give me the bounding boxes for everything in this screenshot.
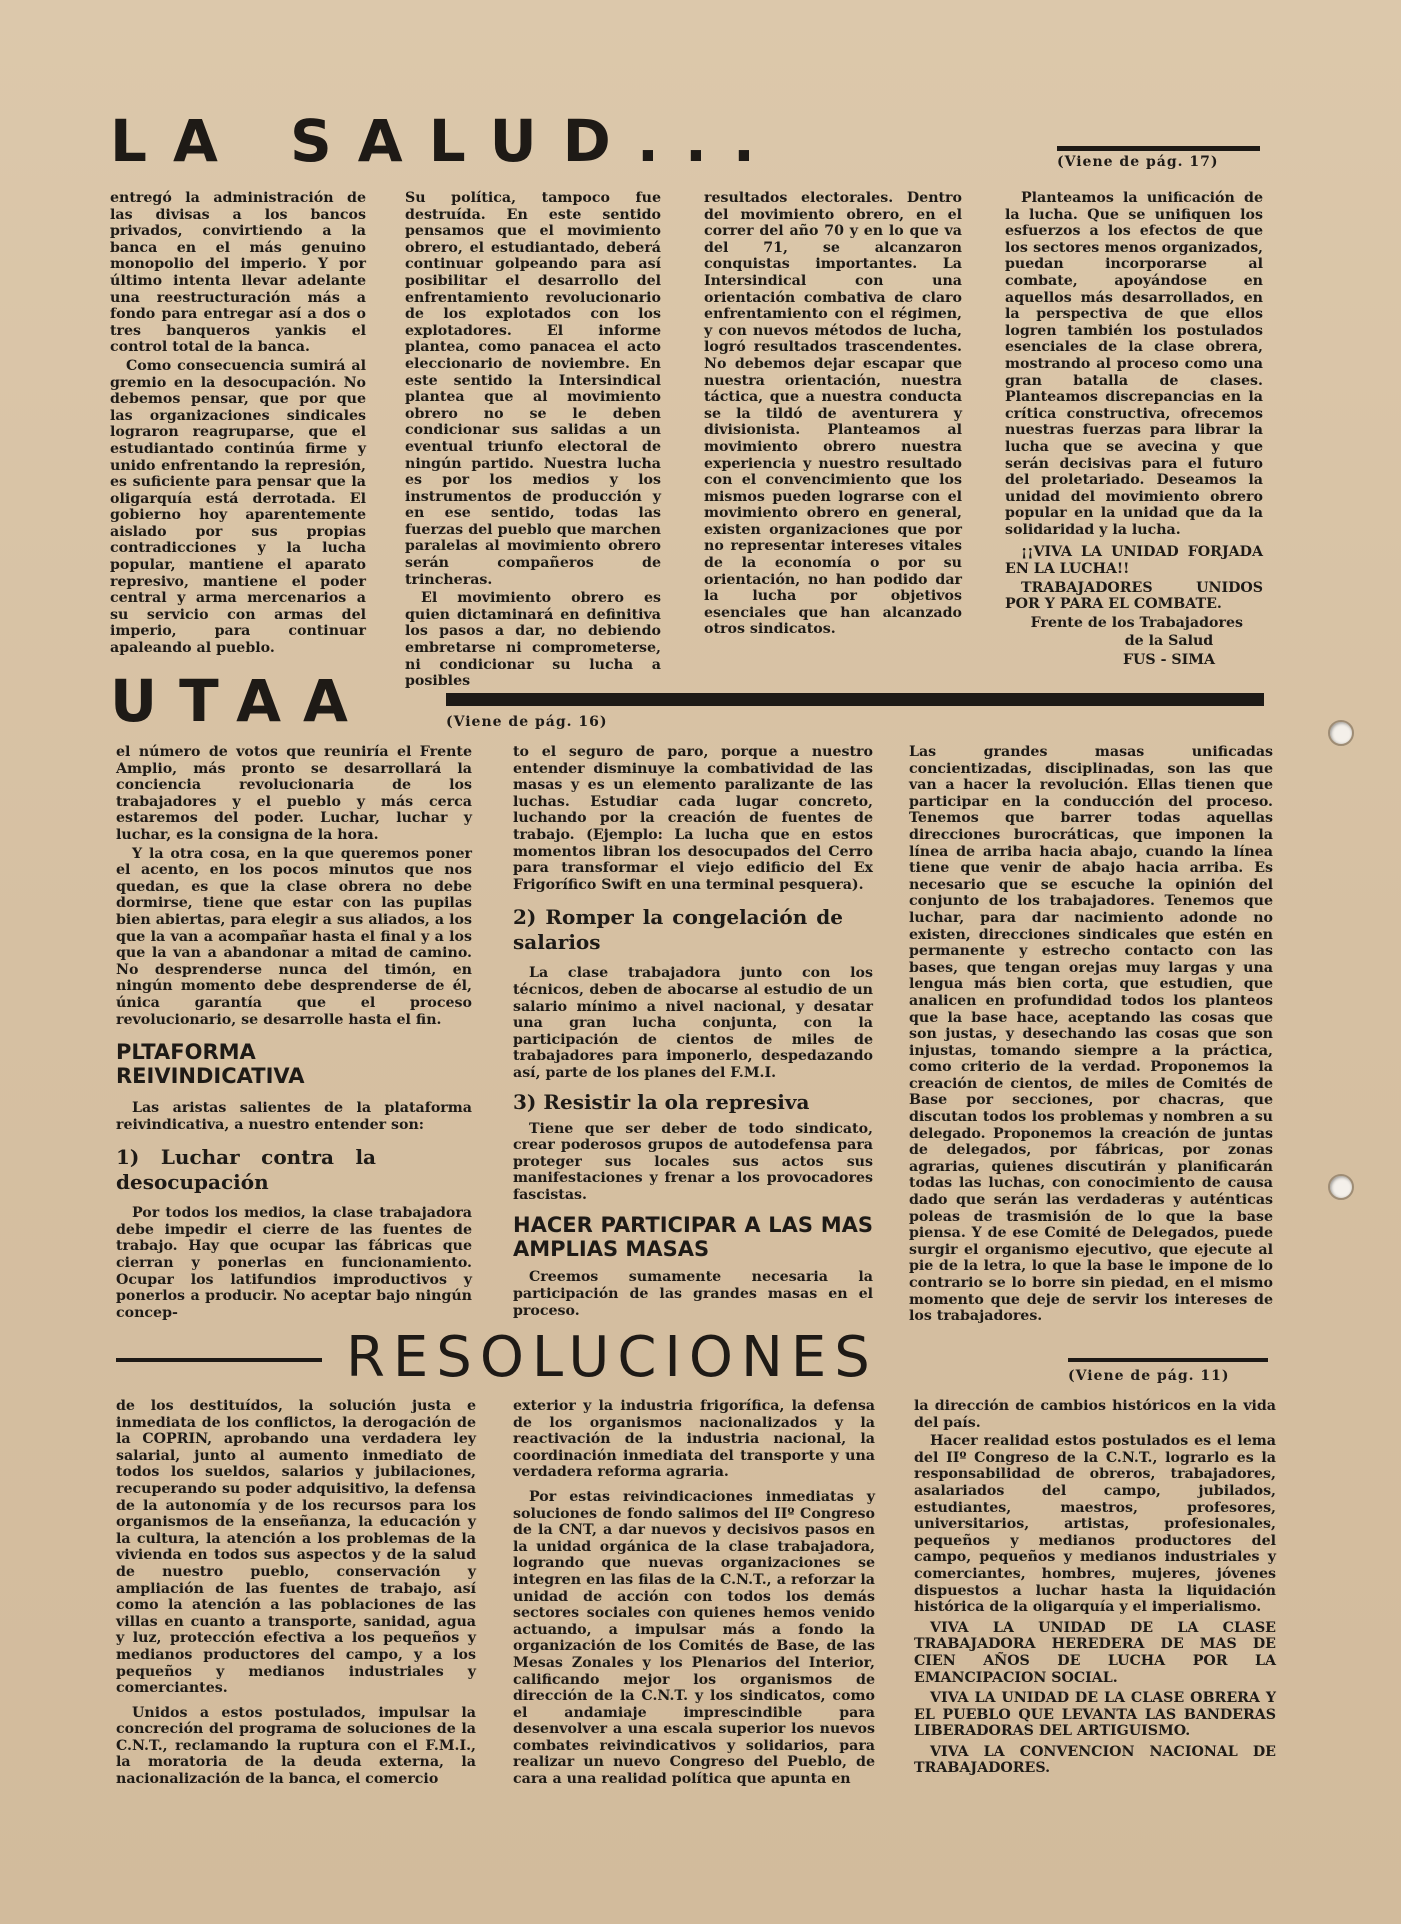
res-col-2	[513, 1398, 875, 1790]
heading-represiva: 3) Resistir la ola represiva	[513, 1089, 810, 1114]
paragraph: Como consecuencia sumirá al gremio en la desocupación. No debemos pensar, que por que las organizaciones sindicales lograron reagruparse, que el estudiantado continúa firme y unido enfrentando la represión, es suficiente para pensar que la oligarquía está derrotada. El gobierno hoy aparentemente aislado por sus propias contradicciones y la lucha popular, mantiene el aparato represivo, mantiene el poder central y arma mercenarios a su servicio con armas del imperio, para continuar apaleando al pueblo.	[110, 357, 366, 657]
salud-col-1	[110, 190, 366, 659]
slogan: TRABAJADORES UNIDOS POR Y PARA EL COMBATE.	[1005, 579, 1263, 613]
paragraph: La clase trabajadora junto con los técnicos, deben de abocarse al estudio de un salario mínimo a nivel nacional, y desatar una gran lucha conjunta, con la participación de cientos de miles de trabajadores para imponerlo, despedazando así, parte de los planes del F.M.I.	[513, 965, 873, 1081]
slogan: VIVA LA UNIDAD DE LA CLASE OBRERA Y EL PUEBLO QUE LEVANTA LAS BANDERAS LIBERADORAS DEL ARTIGUISMO.	[914, 1690, 1276, 1740]
res-col-1	[116, 1398, 476, 1790]
heading-salarios: 2) Romper la congelación de salarios	[513, 905, 843, 955]
resoluciones-viene: (Viene de pág. 11)	[1068, 1368, 1230, 1384]
res-rule-left	[116, 1358, 322, 1362]
binder-hole-top	[1328, 720, 1354, 746]
salud-rule	[1057, 146, 1260, 151]
paragraph: Creemos sumamente necesaria la participación de las grandes masas en el proceso.	[513, 1269, 873, 1319]
slogan: VIVA LA CONVENCION NACIONAL DE TRABAJADORES.	[914, 1743, 1276, 1777]
paragraph: exterior y la industria frigorífica, la defensa de los organismos nacionalizados y la reactivación de la industria nacional, la coordinación inmediata del transporte y una verdadera reforma agraria.	[513, 1398, 875, 1481]
paragraph: Su política, tampoco fue destruída. En este sentido pensamos que el movimiento obrero, el estudiantado, deberá continuar golpeando para así posibilitar el desarrollo del enfrentamiento revolucionario de los explotados con los explotadores. El informe plantea, como panacea el acto eleccionario de noviembre. En este sentido la Intersindical plantea que al movimiento obrero no se le deben condicionar sus salidas a un eventual triunfo electoral de ningún partido. Nuestra lucha es por los medios y los instrumentos de producción y en ese sentido, todas las fuerzas del pueblo que marchen paralelas al movimiento obrero serán compañeros de trincheras.	[405, 190, 661, 588]
salud-col-3	[704, 190, 962, 640]
salud-col-4	[1005, 190, 1263, 671]
paragraph: Hacer realidad estos postulados es el lema del IIº Congreso de la C.N.T., lograrlo es la responsabilidad de obreros, trabajadores, asalariados del campo, jubilados, estudiantes, maestros, profesores, universitarios, artistas, profesionales, pequeños y medianos productores del campo, pequeños y medianos industriales y comerciantes, hombres, mujeres, jóvenes dispuestos a luchar hasta la liquidación histórica de la oligarquía y el imperialismo.	[914, 1433, 1276, 1616]
heading-masas: HACER PARTICIPAR A LAS MAS AMPLIAS MASAS	[513, 1213, 873, 1262]
res-col-3	[914, 1398, 1276, 1779]
signature-line: Frente de los Trabajadores	[1030, 614, 1243, 631]
paragraph: Por todos los medios, la clase trabajadora debe impedir el cierre de las fuentes de trabajo. Hay que ocupar las fábricas que cierran y ponerlas en funcionamiento. Ocupar los latifundios improductivos y ponerlos a producir. No aceptar bajo ningún concep-	[116, 1205, 472, 1321]
utaa-rule	[446, 693, 1264, 706]
paragraph: resultados electorales. Dentro del movimiento obrero, en el correr del año 70 y en lo que va del 71, se alcanzaron conquistas importantes. La Intersindical con una orientación combativa de claro enfrentamiento con el régimen, y con nuevos métodos de lucha, logró resultados trascendentes. No debemos dejar escapar que nuestra orientación, nuestra táctica, que a nuestra conducta se la tildó de aventurera y divisionista. Planteamos al movimiento obrero nuestra experiencia y nuestro resultado con el convencimiento que los mismos pueden lograrse con el movimiento obrero en general, existen organizaciones que por no representar intereses vitales de la economía o por su orientación, no han podido dar la lucha por objetivos esenciales que han alcanzado otros sindicatos.	[704, 190, 962, 638]
paragraph: Tiene que ser deber de todo sindicato, crear poderosos grupos de autodefensa para proteger sus locales sus actos sus manifestaciones y frenar a los provocadores fascistas.	[513, 1120, 873, 1203]
paragraph: la dirección de cambios históricos en la vida del país.	[914, 1398, 1276, 1431]
paragraph: Por estas reivindicaciones inmediatas y soluciones de fondo salimos del IIº Congreso de la CNT, a dar nuevos y decisivos pasos en la unidad orgánica de la clase trabajadora, logrando que nuevas organizaciones se integren en las filas de la C.N.T., a reforzar la unidad de acción con todos los demás sectores sociales con quienes hemos venido actuando, a impulsar más a fondo la organización de los Comités de Base, de las Mesas Zonales y los Plenarios del Interior, calificando mejor los organismos de dirección de la C.N.T. y los sindicatos, como el andamiaje imprescindible para desenvolver a una escala superior los nuevos combates reivindicativos y solidarios, para realizar un nuevo Congreso del Pueblo, de cara a una realidad política que apunta en	[513, 1488, 875, 1788]
paragraph: Unidos a estos postulados, impulsar la concreción del programa de soluciones de la C.N.T., reclamando la ruptura con el F.M.I., la moratoria de la deuda externa, la nacionalización de la banca, el comercio	[116, 1704, 476, 1788]
salud-col-2	[405, 190, 661, 692]
paragraph: de los destituídos, la solución justa e inmediata de los conflictos, la derogación de la COPRIN, aprobando una verdadera ley salarial, junto al aumento inmediato de todos los sueldos, salarios y jubilaciones, recuperando su poder adquisitivo, la defensa de la autonomía y de los recursos para los organismos de la enseñanza, la educación y la cultura, la atención a los problemas de la vivienda en todos sus aspectos y de la salud de nuestro pueblo, conservación y ampliación de las fuentes de trabajo, así como la atención a las poblaciones de las villas en cuanto a transporte, sanidad, agua y luz, protección efectiva a los pequeños y medianos productores del campo, y a los pequeños y medianos industriales y comerciantes.	[116, 1398, 476, 1697]
binder-hole-bottom	[1328, 1174, 1354, 1200]
slogan: ¡¡VIVA LA UNIDAD FORJADA EN LA LUCHA!!	[1005, 544, 1263, 578]
salud-title: LA SALUD...	[110, 107, 781, 175]
salud-viene: (Viene de pág. 17)	[1057, 154, 1219, 170]
paragraph: Planteamos la unificación de la lucha. Que se unifiquen los esfuerzos a los efectos de que los sectores menos organizados, puedan incorporarse al combate, apoyándose en aquellos más desarrollados, en la perspectiva de que ellos logren también los postulados esenciales de la clase obrera, mostrando al proceso como una gran batalla de clases. Planteamos discrepancias en la crítica constructiva, ofrecemos nuestras fuerzas para librar la lucha que se avecina y que serán decisivas para el futuro del proletariado. Deseamos la unidad del movimiento obrero popular en la unidad que da la solidaridad y la lucha.	[1005, 190, 1263, 538]
utaa-title: UTAA	[110, 667, 370, 735]
slogan: VIVA LA UNIDAD DE LA CLASE TRABAJADORA HEREDERA DE MAS DE CIEN AÑOS DE LUCHA POR LA EMANCIPACION SOCIAL.	[914, 1619, 1276, 1686]
utaa-col-3	[909, 744, 1273, 1327]
paragraph: el número de votos que reuniría el Frente Amplio, más pronto se desarrollará la conciencia revolucionaria de los trabajadores y el pueblo y más cerca estaremos del poder. Luchar, luchar y luchar, es la consigna de la hora.	[116, 744, 472, 843]
heading-plataforma: PLTAFORMA REIVINDICATIVA	[116, 1040, 305, 1089]
paragraph: El movimiento obrero es quien dictaminará en definitiva los pasos a dar, no debiendo embretarse ni comprometerse, ni condicionar su lucha a posibles	[405, 590, 661, 690]
paragraph: to el seguro de paro, porque a nuestro entender disminuye la combatividad de las masas y es un elemento paralizante de las luchas. Estudiar cada lugar concreto, luchando por la creación de fuentes de trabajo. (Ejemplo: La lucha que en estos momentos libran los desocupados del Cerro para transformar el viejo edificio del Ex Frigorífico Swift en una terminal pesquera).	[513, 744, 873, 893]
utaa-col-2	[513, 744, 873, 1321]
paragraph: Las grandes masas unificadas concientizadas, disciplinadas, son las que van a hacer la revolución. Ellas tienen que participar en la conducción del proceso. Tenemos que barrer todas aquellas direcciones burocráticas, que imponen la línea de arriba hacia abajo, cuando la línea tiene que venir de abajo hacia arriba. Es necesario que se escuche la opinión del conjunto de los trabajadores. Tenemos que luchar, para dar nacimiento adonde no existen, direcciones sindicales que estén en permanente y estrecho contacto con las bases, que tengan orejas muy largas y una lengua más bien corta, que estudien, que analicen en profundidad todos los planteos que la base hace, aceptando las cosas que son justas, y desechando las cosas que son injustas, tomando siempre a la práctica, como criterio de la verdad. Proponemos la creación de cientos, de miles de Comités de Base por secciones, por chacras, que discutan todos los problemas y nombren a su delegado. Proponemos la creación de juntas de delegados, por fábricas, por zonas agrarias, quienes discutirán y planificarán todas las luchas, con conocimiento de causa dado que serán las verdaderas y auténticas poleas de trasmisión de lo que la base piensa. Y de ese Comité de Delegados, puede surgir el organismo ejecutivo, que ejecute al pie de la letra, lo que la base le impone de lo contrario se lo borre sin piedad, en el mismo momento que deje de servir los intereses de los trabajadores.	[909, 744, 1273, 1325]
utaa-viene: (Viene de pág. 16)	[446, 714, 608, 730]
paragraph: Y la otra cosa, en la que queremos poner el acento, en los pocos minutos que nos quedan, es que la clase obrera no debe dormirse, tiene que estar con las pupilas bien abiertas, para elegir a sus aliados, a los que la van a acompañar hasta el final y a los que la van a abandonar a mitad de camino. No desprenderse nunca del timón, en ningún momento debe desprenderse de él, única garantía que el proceso revolucionario, se desarrolle hasta el fin.	[116, 845, 472, 1028]
signature-line: de la Salud	[1124, 633, 1214, 650]
res-rule-right	[1068, 1358, 1268, 1362]
paragraph: Las aristas salientes de la plataforma reivindicativa, a nuestro entender son:	[116, 1100, 472, 1133]
paragraph: entregó la administración de las divisas a los bancos privados, convirtiendo a la banca en el más genuino monopolio del imperio. Y por último intenta llevar adelante una reestructuración más a fondo para entregar así a dos o tres banqueros yankis el control total de la banca.	[110, 190, 366, 356]
heading-desocupacion: 1) Luchar contra la desocupación	[116, 1145, 376, 1195]
resoluciones-title: RESOLUCIONES	[346, 1325, 878, 1390]
signature-line: FUS - SIMA	[1122, 652, 1216, 669]
utaa-col-1	[116, 744, 472, 1323]
